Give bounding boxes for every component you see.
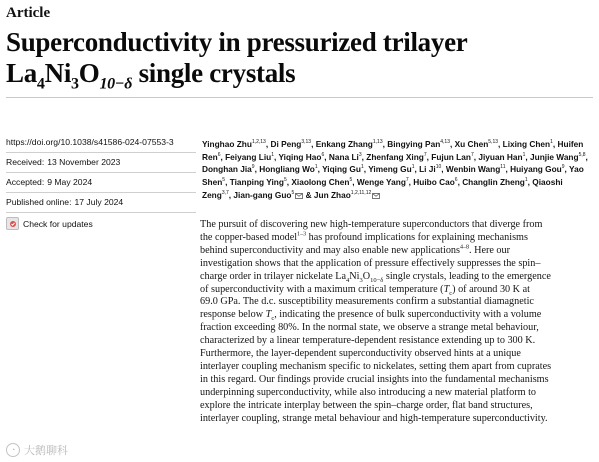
author-name[interactable]: Yinghao Zhu$^{1,2,13}$ — [202, 139, 266, 149]
author-name[interactable]: Xu Chen$^{5,13}$ — [454, 139, 499, 149]
author-name[interactable]: Yiqing Hao$^6$ — [278, 151, 325, 162]
doi-link[interactable]: https://doi.org/10.1038/s41586-024-07553-3 — [6, 133, 196, 153]
check-updates-icon — [6, 217, 19, 230]
author-name[interactable]: Yiqing Gu$^1$ — [322, 164, 364, 175]
abstract-line: characterized by a linear temperature-dependent resistance extending up to 300 K. — [200, 335, 536, 347]
author-affiliation: 1 — [271, 151, 274, 158]
abstract-line: fraction exceeding 80%. In the normal state, we observe a strange metal behaviour, — [200, 322, 539, 334]
author-connector: & — [305, 189, 312, 200]
author-affiliation: 5 — [291, 190, 295, 197]
author-affiliation: 1 — [522, 151, 526, 158]
abstract-line: underpinning superconductivity, while also introducing a new material platform to — [200, 386, 537, 398]
author-affiliation: 1 — [314, 164, 318, 171]
author-affiliation: 6 — [321, 151, 325, 158]
author-name[interactable]: Wenge Yang$^7$ — [356, 177, 409, 188]
author-affiliation: 1,13 — [372, 139, 383, 146]
author-name[interactable]: Huifen Ren$^6$ — [202, 139, 584, 162]
author-affiliation: 6 — [217, 151, 221, 158]
accepted-date: Accepted: 9 May 2024 — [6, 173, 196, 193]
email-icon[interactable] — [291, 190, 303, 200]
author-name[interactable]: Xiaolong Chen$^5$ — [291, 177, 353, 188]
author-affiliation: 3,13 — [301, 139, 312, 146]
author-name[interactable]: Jun Zhao$^{1,2,11,12}$ — [314, 190, 380, 200]
author-name[interactable]: Yao Shen$^5$ — [202, 164, 584, 188]
author-affiliation: 9 — [251, 164, 255, 171]
author-affiliation: 1,2,11,12 — [350, 190, 372, 197]
abstract-line: The pursuit of discovering new high-temperature superconductors that diverge from — [200, 219, 543, 230]
abstract-line: behind superconductivity and may also enable new applications$^{4-8}$. Here our — [200, 244, 511, 256]
author-affiliation: 3 — [358, 151, 362, 158]
watermark — [6, 442, 68, 458]
watermark-logo-icon: ◔ — [6, 443, 20, 457]
abstract-line: charge order in trilayer nickelate $La_4Ni_3O_{10-\delta}$ single crystals, leading to the emergence — [200, 270, 551, 284]
check-for-updates-button[interactable] — [6, 213, 196, 235]
author-name[interactable]: Qiaoshi Zeng$^{3,7}$ — [202, 177, 563, 200]
article-title — [6, 27, 596, 93]
author-affiliation: 7 — [405, 177, 409, 184]
author-affiliation: 5 — [349, 177, 353, 184]
author-affiliation: 1,2,13 — [251, 139, 266, 146]
article-type-label: Article — [6, 5, 51, 21]
author-name[interactable]: Jian-gang Guo$^5$ — [233, 190, 303, 200]
author-name[interactable]: Changlin Zheng$^1$ — [462, 177, 528, 188]
author-name[interactable]: Yimeng Gu$^1$ — [368, 164, 415, 175]
author-name[interactable]: Fujun Lan$^7$ — [431, 151, 474, 162]
author-name[interactable]: Enkang Zhang$^{1,13}$ — [315, 139, 383, 149]
author-name[interactable]: Jiyuan Han$^1$ — [478, 151, 526, 162]
author-affiliation: 1 — [524, 177, 528, 184]
author-name[interactable]: Wenbin Wang$^{11}$ — [445, 164, 506, 175]
author-affiliation: 6 — [454, 177, 458, 184]
author-affiliation: 1 — [360, 164, 364, 171]
author-affiliation: 10 — [435, 164, 442, 171]
email-icon[interactable] — [371, 190, 380, 200]
abstract-line: in this regard. Our findings provide crucial insights into the fundamental mechanisms — [200, 373, 549, 385]
abstract-line: interlayer coupling mechanism specific to nickelates, setting them apart from cuprates — [200, 360, 552, 372]
author-name[interactable]: Huibo Cao$^6$ — [413, 177, 458, 188]
published-date: Published online: 17 July 2024 — [6, 193, 196, 213]
author-affiliation: 5,13 — [488, 139, 499, 146]
author-list: Yinghao Zhu$^{1,2,13}$, Di Peng$^{3,13}$, Enkang Zhang$^{1,13}$, Bingying Pan$^{4,13}$, Xu Chen$^{5,13}$, Lixing Chen$^1$, Huifen Ren$^6$, Feiyang Liu$^1$, Yiqing Hao$^6$, Nana Li$^3$, Zhenfang Xing$^7$, Fujun Lan$^7$, Jiyuan Han$^1$, Junjie Wang$^{5,8}$, Donghan Jia$^9$, Hongliang Wo$^1$, Yiqing Gu$^1$, Yimeng Gu$^1$, Li Ji$^{10}$, Wenbin Wang$^{11}$, Huiyang Gou$^9$, Yao Shen$^5$, Tianping Ying$^5$, Xiaolong Chen$^5$, Wenge Yang$^7$, Huibo Cao$^6$, Changlin Zheng$^1$, Qiaoshi Zeng$^{3,7}$, Jian-gang Guo$^5$ & Jun Zhao$^{1,2,11,12}$ — [202, 139, 588, 200]
author-name[interactable]: Huiyang Gou$^9$ — [510, 164, 565, 175]
author-name[interactable]: Donghan Jia$^9$ — [202, 164, 255, 175]
author-name[interactable]: Li Ji$^{10}$ — [419, 164, 442, 175]
author-affiliation: 9 — [561, 164, 565, 171]
author-name[interactable]: Junjie Wang$^{5,8}$ — [530, 151, 586, 162]
author-name[interactable]: Zhenfang Xing$^7$ — [366, 151, 427, 162]
abstract-line: of superconductivity with a maximum critical temperature $(T_c)$ of around 30 K at — [200, 283, 530, 297]
title-divider — [6, 97, 593, 98]
author-affiliation: 1 — [411, 164, 415, 171]
author-name[interactable]: Di Peng$^{3,13}$ — [270, 139, 312, 149]
check-updates-label: Check for updates — [23, 218, 93, 229]
abstract-line: explore the intricate interplay between the spin–charge order, flat band structures, — [200, 399, 533, 411]
author-name[interactable]: Hongliang Wo$^1$ — [259, 164, 318, 175]
author-affiliation: 7 — [470, 151, 474, 158]
author-affiliation: 11 — [500, 164, 506, 171]
author-name[interactable]: Nana Li$^3$ — [328, 151, 362, 162]
abstract-line: 69.0 GPa. The d.c. susceptibility measurements confirm a substantial diamagnetic — [200, 296, 534, 308]
abstract-line: response below $T_c$, indicating the presence of bulk superconductivity with a volume — [200, 309, 542, 323]
abstract-line: interlayer coupling, strange metal behaviour and high-temperature superconductivity. — [200, 412, 548, 424]
abstract-line: Furthermore, the layer-dependent superconductivity observed hints at a unique — [200, 348, 521, 360]
author-affiliation: 5 — [222, 177, 226, 184]
author-affiliation: 7 — [423, 151, 427, 158]
author-affiliation: 4,13 — [440, 139, 450, 146]
abstract-line: the copper-based model$^{1-3}$ has profound implications for explaining mechanisms — [200, 231, 528, 243]
watermark-text: 大鹅聊科 — [24, 445, 68, 457]
author-affiliation: 5,8 — [578, 151, 586, 158]
author-name[interactable]: Feiyang Liu$^1$ — [225, 151, 274, 162]
article-metadata — [6, 133, 196, 235]
author-affiliation: 3,7 — [221, 190, 229, 197]
abstract — [200, 219, 596, 426]
abstract-line: investigation shows that the application of pressure effectively suppresses the spin– — [200, 257, 541, 269]
author-name[interactable]: Tianping Ying$^5$ — [229, 177, 287, 188]
author-affiliation: 5 — [283, 177, 287, 184]
received-date: Received: 13 November 2023 — [6, 153, 196, 173]
title-line-1: Superconductivity in pressurized trilayer — [6, 27, 468, 57]
title-line-2: $La_4Ni_3O_{10-\delta}$ single crystals — [6, 58, 296, 93]
title-formula: $La_4Ni_3O_{10-\delta}$ — [6, 58, 133, 93]
author-name[interactable]: Lixing Chen$^1$ — [502, 139, 553, 149]
author-name[interactable]: Bingying Pan$^{4,13}$ — [387, 139, 450, 149]
author-affiliation: 1 — [550, 139, 553, 146]
